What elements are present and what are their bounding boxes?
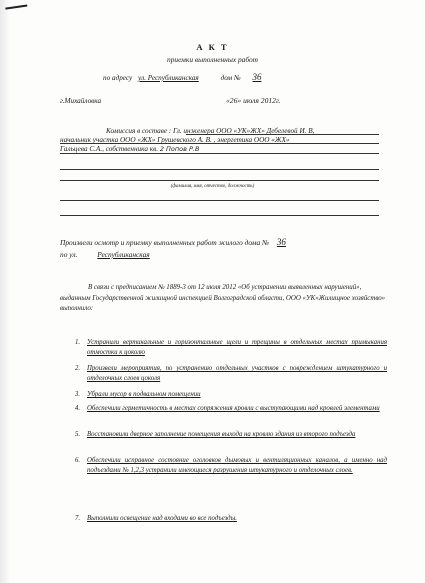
house-label: дом № bbox=[220, 74, 241, 82]
item-text: Убрали мусор в подвальном помещении bbox=[87, 391, 201, 398]
inspection-text: Произвели осмотр и приемку выполненных работ жилого дома № bbox=[60, 238, 270, 247]
commission-line-2: начальник участка ООО «ЖХ» Грушевского А. В. , энергетика ООО «ЖХ» bbox=[60, 136, 290, 144]
intro-paragraph: В связи с предписанием № 1889-3 от 12 июля 2012 «Об устранении выявленных нарушений», выданным Государственной жилищной инспекцией Волгоградской области, ООО «УК»Жилищное хозяйство» выполнило: bbox=[60, 284, 386, 312]
scan-mark bbox=[5, 5, 28, 20]
item-text: Выполнили освещение над входами во все подъезды. bbox=[87, 515, 237, 522]
item-number: 3. bbox=[75, 391, 81, 398]
inspection-street: Республиканская bbox=[97, 250, 150, 259]
item-number: 7. bbox=[75, 515, 81, 522]
inspection-line-1 bbox=[60, 237, 292, 247]
item-number: 4. bbox=[75, 405, 81, 412]
address-line bbox=[103, 72, 272, 82]
commission-line-1: Комиссия в составе : Гл. инженера ООО «УК»ЖХ» Дебелевой И. В, bbox=[106, 127, 315, 135]
hint-text: (фамилия, имя, отчество, должность) bbox=[170, 184, 255, 189]
doc-subtitle: приемки выполненных работ bbox=[167, 55, 258, 64]
item-number: 2. bbox=[75, 365, 81, 372]
address-street: ул. Республиканская bbox=[138, 74, 199, 82]
house-number: 36 bbox=[252, 72, 262, 82]
item-number: 6. bbox=[75, 457, 81, 464]
inspection-house: 36 bbox=[276, 237, 286, 247]
item-text: Устранили вертикальные и горизонтальные щели и трещины в отдельных местах примыкания отмостки к цоколю bbox=[87, 339, 387, 357]
address-prefix: по адресу bbox=[103, 74, 133, 82]
inspection-street-prefix: по ул. bbox=[60, 250, 78, 259]
commission-line-3-prefix: Гальцева С.А., собственника кв. bbox=[60, 145, 159, 153]
city: г.Михайловка bbox=[60, 97, 102, 105]
doc-title: А К Т bbox=[196, 42, 229, 52]
owner-signature: 2 Попов Р.В bbox=[159, 145, 200, 153]
doc-date: «26» июля 2012г. bbox=[226, 96, 281, 105]
item-text: Обеспечили исправное состояние оголовков дымовых и вентиляционных каналов, а именно над подъездами № 1,2,3 устранили имеющиеся разрушения штукатурного и отделочных слоев. bbox=[87, 457, 387, 475]
commission-line-3 bbox=[60, 145, 199, 153]
item-number: 5. bbox=[75, 431, 81, 438]
item-number: 1. bbox=[75, 339, 81, 346]
item-text: Восстановили дверное заполнение помещения выхода на кровлю здания из второго подъезда bbox=[87, 431, 356, 438]
item-text: Обеспечили герметичность в местах сопряжения кровли с выступающими над кровлей элементами bbox=[87, 405, 380, 412]
inspection-line-2 bbox=[60, 250, 220, 259]
item-text: Произвели мероприятия, по устранению отдельных участков с повреждением штукатурного и отделочных слоев цоколя bbox=[87, 365, 387, 383]
